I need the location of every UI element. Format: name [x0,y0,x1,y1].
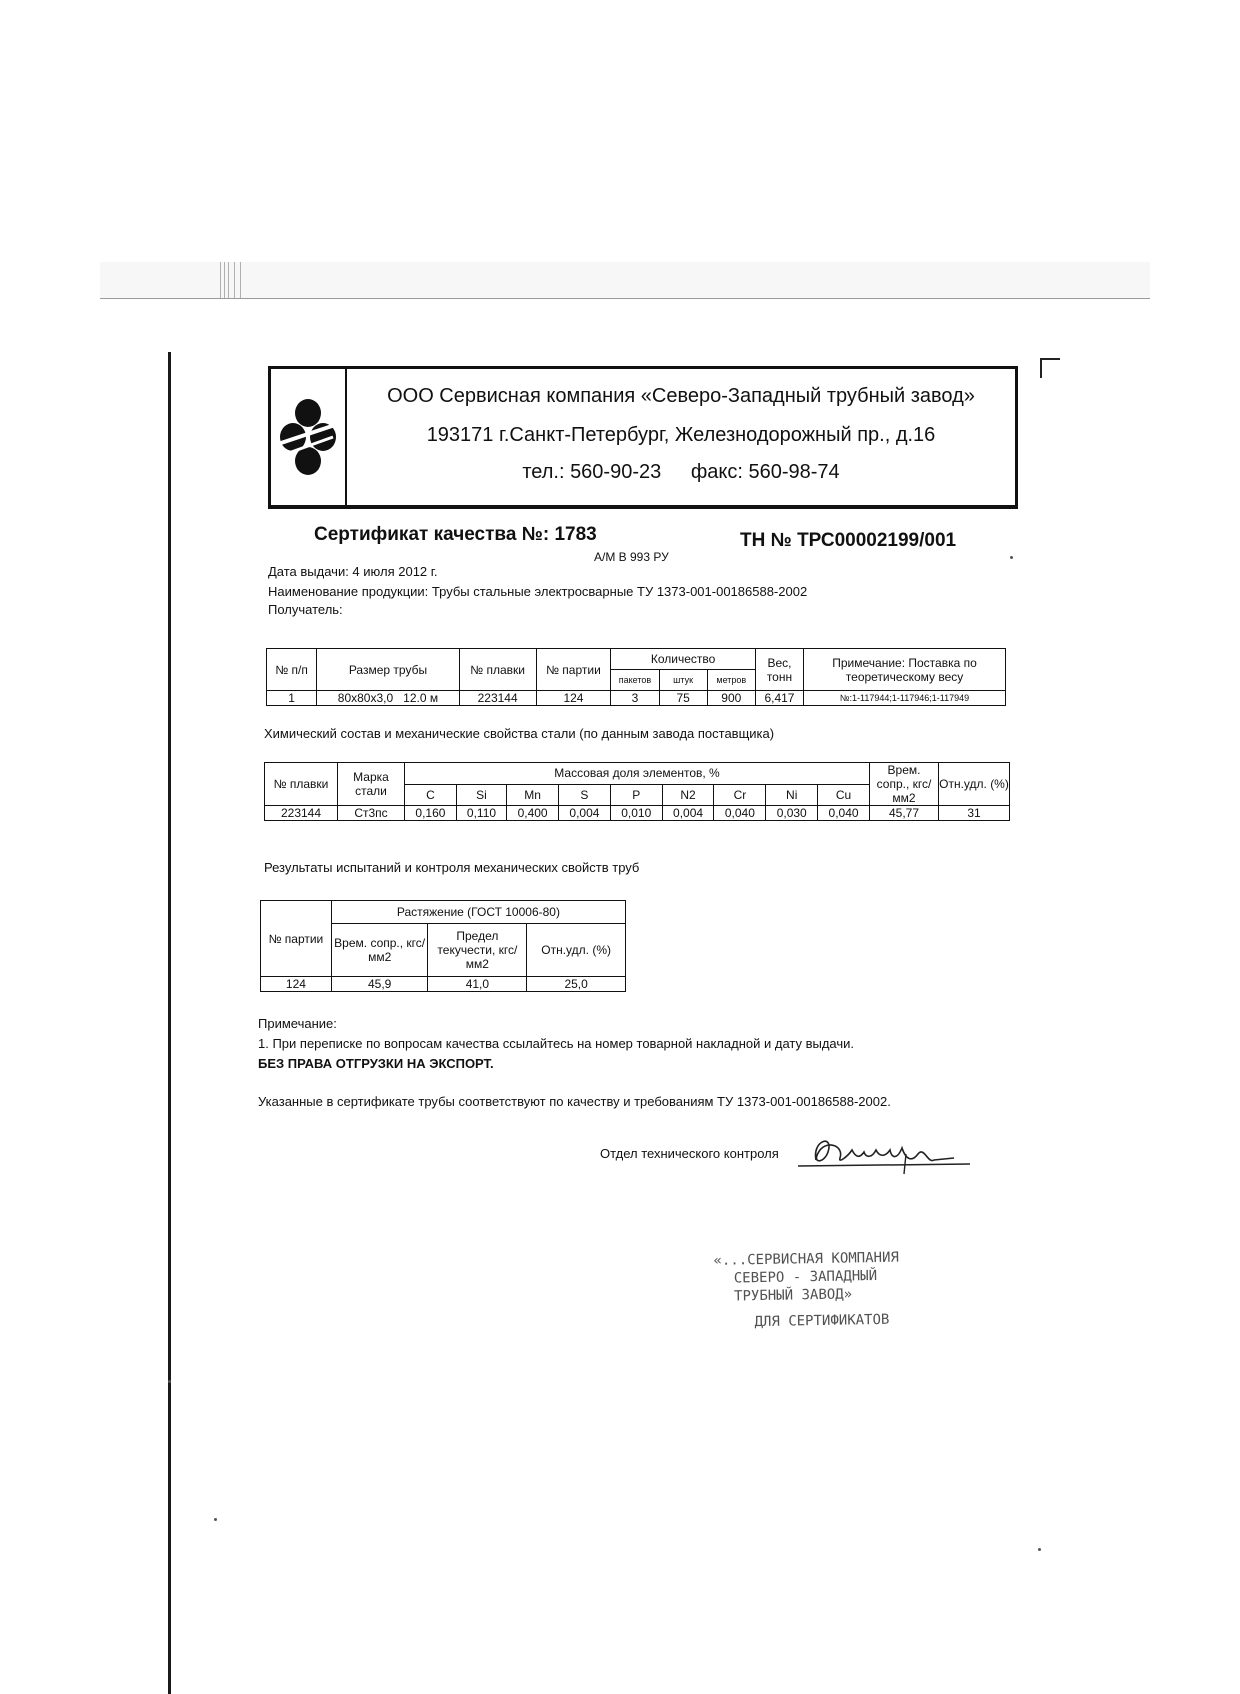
company-stamp [713,1248,924,1332]
header-cell: Массовая доля элементов, % [405,763,870,785]
header-cell: Отн.удл. (%) [527,924,626,977]
letterhead [268,366,1018,509]
company-address: 193171 г.Санкт-Петербург, Железнодорожный пр., д.16 [426,424,936,446]
cell: 124 [536,691,611,706]
stamp-line: «...СЕРВИСНАЯ КОМПАНИЯ [713,1249,900,1269]
pipes-logo-icon [277,393,339,481]
header-cell: метров [707,670,755,691]
chemical-table [264,762,1010,821]
element-header: C [405,784,457,806]
stamp-line: ТРУБНЫЙ ЗАВОД» [733,1286,853,1305]
cell: 0,030 [766,806,818,821]
page-edge-line [168,352,171,1694]
product-name: Наименование продукции: Трубы стальные электросварные ТУ 1373-001-00186588-2002 [268,584,808,599]
company-contacts [347,461,1015,484]
qc-department-label: Отдел технического контроля [600,1146,779,1161]
shipment-table [266,648,1006,706]
cell: 0,400 [507,806,559,821]
no-export-notice: БЕЗ ПРАВА ОТГРУЗКИ НА ЭКСПОРТ. [258,1056,494,1071]
header-cell: Отн.удл. (%) [939,763,1010,806]
header-cell: Размер трубы [317,649,459,691]
note-label: Примечание: [258,1016,337,1031]
header-cell: Количество [611,649,756,670]
header-cell: Марка стали [338,763,405,806]
cell: 0,004 [559,806,611,821]
issue-date: Дата выдачи: 4 июля 2012 г. [268,564,438,579]
cell: 0,010 [610,806,662,821]
element-header: P [610,784,662,806]
stamp-line: СЕВЕРО - ЗАПАДНЫЙ [733,1267,878,1287]
scan-top-band [100,262,1150,299]
corner-mark [1040,358,1060,378]
cell: 75 [659,691,707,706]
cell: 0,040 [714,806,766,821]
table-row [265,806,1010,821]
cell: Ст3пс [338,806,405,821]
tn-number: ТН № ТРС00002199/001 [740,530,957,551]
signature-icon [794,1128,974,1178]
vehicle-number: А/М В 993 РУ [594,550,669,564]
mech-heading: Результаты испытаний и контроля механических свойств труб [264,860,640,875]
cell: 0,160 [405,806,457,821]
scan-speck [1038,1548,1041,1551]
cell: 3 [611,691,659,706]
cell: 0,040 [818,806,870,821]
cell: 0,004 [662,806,714,821]
note-item: 1. При переписке по вопросам качества ссылайтесь на номер товарной накладной и дату выдачи. [258,1036,855,1051]
header-cell: № плавки [265,763,338,806]
header-cell: № п/п [267,649,317,691]
header-cell: Вес, тонн [755,649,803,691]
cell: 45,77 [870,806,939,821]
cell: 223144 [459,691,536,706]
cell: 6,417 [755,691,803,706]
header-cell: Врем. сопр., кгс/мм2 [331,924,428,977]
table-row [261,977,626,992]
company-logo [271,369,347,505]
cell: 41,0 [428,977,527,992]
cell: 124 [261,977,332,992]
header-cell: Растяжение (ГОСТ 10006-80) [331,901,625,924]
header-cell: № плавки [459,649,536,691]
cell: 223144 [265,806,338,821]
header-cell: Предел текучести, кгс/мм2 [428,924,527,977]
element-header: Ni [766,784,818,806]
header-cell: Примечание: Поставка по теоретическому весу [804,649,1006,691]
header-cell: пакетов [611,670,659,691]
table-row [267,691,1006,706]
cell: 25,0 [527,977,626,992]
header-cell: штук [659,670,707,691]
scan-speck [168,1380,171,1383]
element-header: Mn [507,784,559,806]
cell: 0,110 [456,806,506,821]
stamp-line: ДЛЯ СЕРТИФИКАТОВ [754,1311,890,1331]
element-header: Cr [714,784,766,806]
cell: 1 [267,691,317,706]
cell: №:1-117944;1-117946;1-117949 [804,691,1006,706]
header-cell: Врем. сопр., кгс/мм2 [870,763,939,806]
mechanical-table [260,900,626,992]
company-name: ООО Сервисная компания «Северо-Западный трубный завод» [387,385,975,407]
cell [317,691,459,706]
fax: факс: 560-98-74 [690,461,840,483]
element-header: Cu [818,784,870,806]
header-cell: № партии [261,901,332,977]
header-cell: № партии [536,649,611,691]
recipient: Получатель: [268,602,343,617]
company-info [347,369,1015,505]
cell: 31 [939,806,1010,821]
element-header: N2 [662,784,714,806]
scan-speck [214,1518,217,1521]
scan-speck [1010,556,1013,559]
compliance-statement: Указанные в сертификате трубы соответствуют по качеству и требованиям ТУ 1373-001-00186588-2002. [258,1094,891,1109]
pipe-length: 12.0 м [403,691,439,705]
phone: тел.: 560-90-23 [522,461,662,483]
element-header: Si [456,784,506,806]
pipe-size: 80х80х3,0 [337,691,394,705]
chem-heading: Химический состав и механические свойства стали (по данным завода поставщика) [264,726,775,741]
element-header: S [559,784,611,806]
certificate-title: Сертификат качества №: 1783 [314,524,597,545]
cell: 45,9 [331,977,428,992]
cell: 900 [707,691,755,706]
